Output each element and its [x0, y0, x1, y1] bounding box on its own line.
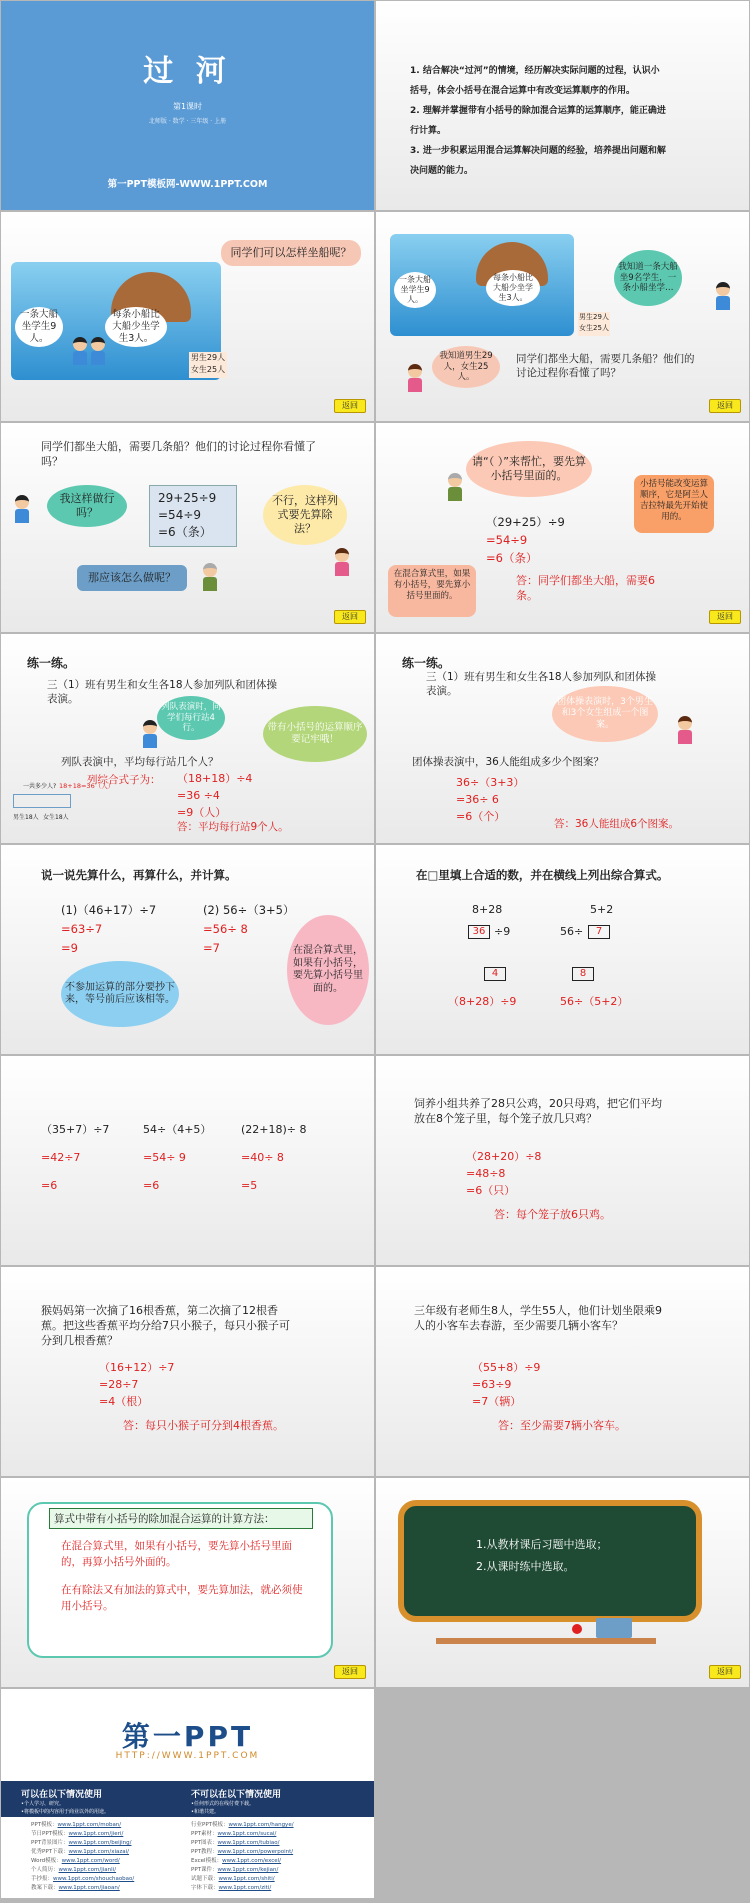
expr-line: =6	[143, 1179, 160, 1192]
speech-bubble: 请“（ ）”来帮忙，要先算小括号里面的。	[466, 441, 592, 497]
cant-heading: 不可以在以下情况使用	[191, 1790, 282, 1800]
resource-link[interactable]: www.1ppt.com/xiazai/	[68, 1849, 130, 1855]
calc-line: =6（个）	[456, 810, 506, 823]
expr-line: =63÷7	[61, 922, 103, 936]
back-button[interactable]: 返回	[334, 399, 366, 413]
resource-link[interactable]: www.1ppt.com/jianli/	[58, 1867, 117, 1873]
obj-line: 括号，体会小括号在混合运算中有改变运算顺序的作用。	[410, 86, 636, 96]
resource-link-row	[31, 1830, 134, 1839]
question-bubble: 同学们可以怎样坐船呢？	[221, 240, 361, 266]
brand-text: 第一PPT模板网-WWW.1PPT.COM	[107, 179, 268, 190]
calc-line: （29+25）÷9	[486, 515, 565, 529]
expr-line: =6	[41, 1179, 58, 1192]
diagram-label: 一共多少人?	[23, 783, 57, 790]
resource-link[interactable]: www.1ppt.com/ziti/	[218, 1885, 272, 1891]
count-sign: 男生29人 女生25人	[189, 352, 227, 378]
boy-icon	[71, 337, 89, 365]
site-url: HTTP://WWW.1PPT.COM	[115, 1751, 260, 1761]
slide-fill-boxes[interactable]	[376, 845, 749, 1054]
question-text: 同学们都坐大船，需要几条船？他们的讨论过程你看懂了吗？	[516, 353, 695, 379]
expr-part: 56÷	[560, 925, 584, 938]
resource-link-row	[191, 1821, 294, 1830]
apple-icon	[572, 1624, 582, 1634]
speech-bubble: 一条大船坐学生9人。	[15, 307, 63, 347]
formula-text: 56÷（5+2）	[560, 995, 629, 1008]
slide-banana-problem[interactable]	[1, 1267, 374, 1476]
diagram-label: 18+18=36（人）	[59, 782, 115, 790]
slide-correct-method[interactable]	[376, 423, 749, 632]
resource-label: 个人简历：	[31, 1867, 59, 1873]
problem-text: 猴妈妈第一次摘了16根香蕉，第二次摘了12根香蕉。把这些香蕉平均分给7只小猴子，每只小猴子可分到几根香蕉？	[41, 1304, 290, 1347]
resource-label: PPT模板：	[31, 1822, 58, 1828]
count-sign: 男生29人 女生25人	[578, 312, 610, 336]
expr-line: =5	[241, 1179, 258, 1192]
resource-label: PPT图表：	[191, 1840, 218, 1846]
teacher-icon	[446, 473, 464, 501]
resource-label: 字体下载：	[191, 1885, 219, 1891]
answer-box: 36	[468, 925, 490, 939]
shelf	[436, 1638, 656, 1644]
can-item: •将模板中的内容用于商业以外的用途。	[21, 1809, 109, 1815]
resource-link-row	[191, 1884, 294, 1893]
expr-part: 5+2	[590, 903, 614, 916]
obj-line: 决问题的能力。	[410, 166, 474, 176]
rule-text: 在混合算式里，如果有小括号，要先算小括号里面的，再算小括号外面的。	[61, 1540, 292, 1568]
back-button[interactable]: 返回	[709, 1665, 741, 1679]
section-title: 练一练。	[27, 656, 76, 670]
formula-label: 列综合式子为：	[87, 774, 161, 786]
resource-link[interactable]: www.1ppt.com/word/	[61, 1858, 120, 1864]
rule-text: 在有除法又有加法的算式中，要先算加法，就必须使用小括号。	[61, 1584, 303, 1612]
answer-box: 7	[588, 925, 610, 939]
calc-line: 29+25÷9	[158, 491, 217, 505]
slide-objectives[interactable]	[376, 1, 749, 210]
resource-link[interactable]: www.1ppt.com/beijing/	[68, 1840, 132, 1846]
resource-link[interactable]: www.1ppt.com/moban/	[57, 1822, 122, 1828]
obj-line: 2. 理解并掌握带有小括号的除加混合运算的运算顺序，能正确进	[410, 106, 666, 116]
answer-box: 8	[572, 967, 594, 981]
resource-link[interactable]: www.1ppt.com/jieri/	[68, 1831, 124, 1837]
question-box: 那应该怎么做呢？	[77, 565, 187, 591]
answer-text: 答：每个笼子放6只鸡。	[494, 1208, 611, 1221]
section-title: 在□里填上合适的数，并在横线上列出综合算式。	[416, 868, 669, 882]
answer-text: 答：至少需要7辆小客车。	[498, 1419, 626, 1432]
boy-icon	[141, 720, 159, 748]
note-box: 在混合算式里，如果有小括号，要先算小括号里面的。	[388, 565, 476, 617]
girl-icon	[333, 548, 351, 576]
section-title: 练一练。	[402, 656, 451, 670]
calc-line: =6（只）	[466, 1184, 516, 1197]
resource-link[interactable]: www.1ppt.com/sucai/	[217, 1831, 277, 1837]
expr-line: =9	[61, 941, 78, 955]
resource-link[interactable]: www.1ppt.com/jiaoan/	[58, 1885, 120, 1891]
speech-bubble: 不行，这样列式要先算除法？	[263, 485, 347, 545]
resource-link[interactable]: www.1ppt.com/kejian/	[217, 1867, 279, 1873]
expr-line: =54÷ 9	[143, 1151, 186, 1164]
resource-link-row	[191, 1875, 294, 1884]
resource-label: 行业PPT模板：	[191, 1822, 229, 1828]
calc-line: =36 ÷4	[177, 789, 220, 802]
resource-link-row	[191, 1830, 294, 1839]
calc-line: =6（条）	[486, 551, 538, 565]
problem-text: 饲养小组共养了28只公鸡，20只母鸡，把它们平均放在8个笼子里，每个笼子放几只鸡？	[414, 1097, 662, 1125]
calc-line: （16+12）÷7	[99, 1361, 175, 1374]
books-icon	[596, 1618, 632, 1638]
calc-line: =36÷ 6	[456, 793, 499, 806]
resource-link-row	[31, 1821, 134, 1830]
resource-link-row	[31, 1848, 134, 1857]
expr-line: (2) 56÷（3+5）	[203, 903, 295, 917]
can-item: •个人学习、研究。	[21, 1801, 64, 1807]
question-text: 同学们都坐大船，需要几条船？他们的讨论过程你看懂了吗？	[41, 440, 316, 468]
resource-link-row	[31, 1857, 134, 1866]
expr-line: =40÷ 8	[241, 1151, 284, 1164]
slide-chicken-problem[interactable]	[376, 1056, 749, 1265]
expr-line: =7	[203, 941, 220, 955]
slide-homework[interactable]	[376, 1478, 749, 1687]
calc-line: =28÷7	[99, 1378, 139, 1391]
resource-link-row	[31, 1839, 134, 1848]
resource-label: 优秀PPT下载：	[31, 1849, 69, 1855]
resource-link-row	[191, 1839, 294, 1848]
note-box: 小括号能改变运算顺序，它是阿兰人吉拉特最先开始使用的。	[634, 475, 714, 533]
answer-box: 4	[484, 967, 506, 981]
calc-line: =7（辆）	[472, 1395, 522, 1408]
boy-icon	[13, 495, 31, 523]
expr-part: 8+28	[472, 903, 503, 916]
expr-line: =56÷ 8	[203, 922, 248, 936]
question-text: 团体操表演中，36人能组成多少个图案？	[412, 756, 604, 768]
slide-bus-problem[interactable]	[376, 1267, 749, 1476]
speech-bubble: 我这样做行吗？	[47, 485, 127, 527]
calc-line: （28+20）÷8	[466, 1150, 542, 1163]
resource-link-row	[31, 1875, 134, 1884]
calc-line: 36÷（3+3）	[456, 776, 525, 789]
speech-bubble: 我知道男生29人，女生25人。	[432, 346, 500, 388]
resource-label: PPT背景图片：	[31, 1840, 69, 1846]
calc-line: =48÷8	[466, 1167, 506, 1180]
cant-item: •和谐共建。	[191, 1809, 219, 1815]
diagram-label: 男生18人	[13, 814, 39, 821]
can-heading: 可以在以下情况使用	[21, 1790, 103, 1800]
calc-line: =63÷9	[472, 1378, 512, 1391]
teacher-icon	[201, 563, 219, 591]
problem-text: 三（1）班有男生和女生各18人参加列队和团体操表演。	[426, 671, 657, 697]
resource-link-row	[191, 1866, 294, 1875]
links-panel	[1, 1817, 374, 1898]
site-logo: 第一PPT	[121, 1720, 254, 1753]
slide-title[interactable]	[1, 1, 374, 210]
calc-line: =54÷9	[486, 533, 528, 547]
girl-icon	[406, 364, 424, 392]
resource-label: Excel模板：	[191, 1858, 223, 1864]
speech-bubble: 团体操表演时，3个男生和3个女生组成一个图案。	[552, 686, 658, 742]
resource-label: 手抄报：	[31, 1876, 54, 1882]
answer-text: 答：平均每行站9个人。	[177, 821, 289, 833]
homework-item: 2.从课时练中选取。	[476, 1560, 575, 1573]
expr-line: （35+7）÷7	[41, 1123, 110, 1136]
lesson-sub: 第1课时	[172, 102, 203, 111]
expr-line: (1)（46+17）÷7	[61, 903, 157, 917]
diagram-label: 女生18人	[43, 814, 69, 821]
answer-text: 答：同学们都坐大船，需要6条。	[516, 574, 655, 602]
slide-boat-question[interactable]	[1, 212, 374, 421]
segment-diagram	[13, 794, 71, 808]
speech-bubble: 不参加运算的部分要抄下来，等号前后应该相等。	[61, 961, 179, 1027]
resource-link[interactable]: www.1ppt.com/shiti/	[218, 1876, 275, 1882]
back-button[interactable]: 返回	[334, 1665, 366, 1679]
question-text: 列队表演中，平均每行站几个人？	[61, 756, 219, 768]
resource-link[interactable]: www.1ppt.com/tubiao/	[217, 1840, 280, 1846]
back-button[interactable]: 返回	[709, 610, 741, 624]
girl-icon	[676, 716, 694, 744]
resource-link-row	[31, 1884, 134, 1893]
resource-link-row	[31, 1866, 134, 1875]
resource-label: 试题下载：	[191, 1876, 219, 1882]
obj-line: 1. 结合解决“过河”的情境，经历解决实际问题的过程，认识小	[410, 66, 660, 76]
slide-explain[interactable]	[1, 845, 374, 1054]
back-button[interactable]: 返回	[334, 610, 366, 624]
summary-heading: 算式中带有小括号的除加混合运算的计算方法：	[49, 1508, 313, 1529]
formula-text: （8+28）÷9	[448, 995, 517, 1008]
problem-text: 三（1）班有男生和女生各18人参加列队和团体操表演。	[47, 679, 278, 705]
resource-label: PPT素材：	[191, 1831, 218, 1837]
cant-item: •任何形式的在线付费下载。	[191, 1801, 254, 1807]
answer-text: 答：每只小猴子可分到4根香蕉。	[123, 1419, 284, 1432]
resource-link-row	[191, 1848, 294, 1857]
resource-label: Word模板：	[31, 1858, 62, 1864]
resource-link[interactable]: www.1ppt.com/excel/	[222, 1858, 282, 1864]
resource-link-row	[191, 1857, 294, 1866]
calc-line: （18+18）÷4	[177, 772, 253, 785]
speech-bubble: 在混合算式里，如果有小括号，要先算小括号里面的。	[287, 915, 369, 1025]
calc-line: =6（条）	[158, 525, 212, 539]
slide-summary[interactable]	[1, 1478, 374, 1687]
resource-link[interactable]: www.1ppt.com/powerpoint/	[217, 1849, 294, 1855]
obj-line: 行计算。	[410, 126, 447, 136]
speech-bubble: 每条小船比大船少坐学生3人。	[486, 270, 540, 306]
resource-label: PPT课件：	[191, 1867, 218, 1873]
resource-label: 节日PPT模板：	[31, 1831, 69, 1837]
speech-bubble: 带有小括号的运算顺序要记牢哦！	[263, 706, 367, 762]
slide-practice-2[interactable]	[376, 634, 749, 843]
slide-practice-1[interactable]	[1, 634, 374, 843]
boy-icon	[89, 337, 107, 365]
lesson-title: 过 河	[143, 54, 232, 89]
expr-line: (22+18)÷ 8	[241, 1123, 307, 1136]
speech-bubble: 一条大船坐学生9人。	[394, 272, 436, 308]
speech-bubble: 每条小船比大船少坐学生3人。	[105, 307, 167, 347]
calc-line: =9（人）	[177, 806, 227, 819]
obj-line: 3. 进一步积累运用混合运算解决问题的经验，培养提出问题和解	[410, 146, 666, 156]
expr-line: 54÷（4+5）	[143, 1123, 212, 1136]
resource-link[interactable]: www.1ppt.com/shouchaobao/	[53, 1876, 135, 1882]
resource-link[interactable]: www.1ppt.com/hangye/	[228, 1822, 294, 1828]
calc-line: =54÷9	[158, 508, 202, 522]
expr-part: ÷9	[494, 925, 511, 938]
speech-bubble: 列队表演时，同学们每行站4行。	[157, 696, 225, 740]
slide-boat-discussion[interactable]	[376, 212, 749, 421]
expr-line: =42÷7	[41, 1151, 81, 1164]
back-button[interactable]: 返回	[709, 399, 741, 413]
resource-label: PPT教程：	[191, 1849, 218, 1855]
resource-label: 教案下载：	[31, 1885, 59, 1891]
lesson-meta: 北师版 · 数学 · 三年级 · 上册	[148, 118, 227, 125]
homework-item: 1.从教材课后习题中选取；	[476, 1538, 608, 1551]
slide-wrong-method[interactable]	[1, 423, 374, 632]
slide-exercises[interactable]	[1, 1056, 374, 1265]
slide-credits[interactable]	[1, 1689, 374, 1898]
answer-text: 答：36人能组成6个图案。	[554, 818, 680, 830]
calc-line: （55+8）÷9	[472, 1361, 541, 1374]
section-title: 说一说先算什么，再算什么，并计算。	[41, 868, 237, 882]
speech-bubble: 我知道一条大船坐9名学生，一条小船坐学…	[614, 250, 682, 306]
boy-icon	[714, 282, 732, 310]
problem-text: 三年级有老师生8人，学生55人，他们计划坐限乘9人的小客车去春游，至少需要几辆小客车？	[414, 1304, 662, 1332]
calc-line: =4（根）	[99, 1395, 149, 1408]
